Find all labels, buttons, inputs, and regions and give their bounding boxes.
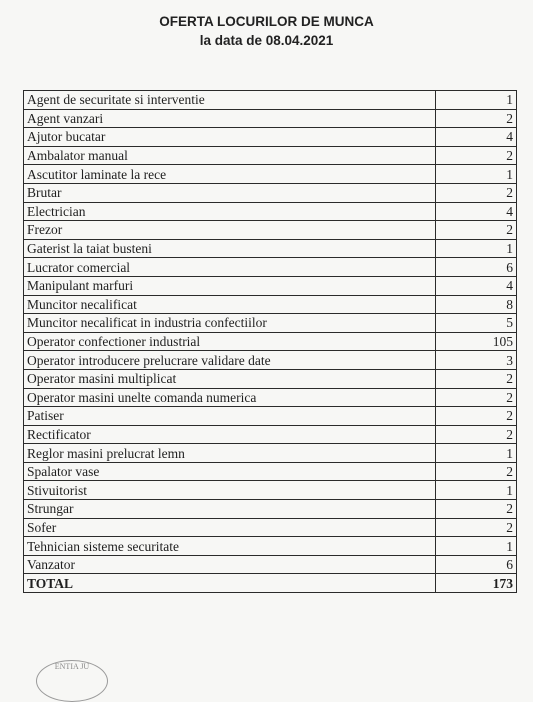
- table-row: [24, 444, 517, 463]
- table-row: [24, 537, 517, 556]
- stamp-text: ENTIA JU: [54, 662, 90, 671]
- job-title-cell: Ambalator manual: [24, 146, 436, 165]
- total-value: 173: [436, 574, 517, 593]
- job-count-cell: 2: [436, 146, 517, 165]
- total-row: [24, 574, 517, 593]
- table-row: [24, 221, 517, 240]
- table-row: [24, 351, 517, 370]
- table-row: [24, 165, 517, 184]
- job-count-cell: 4: [436, 276, 517, 295]
- job-count-cell: 1: [436, 537, 517, 556]
- job-count-cell: 1: [436, 91, 517, 110]
- job-title-cell: Manipulant marfuri: [24, 276, 436, 295]
- job-title-cell: Operator masini unelte comanda numerica: [24, 388, 436, 407]
- job-title-cell: Spalator vase: [24, 462, 436, 481]
- job-title-cell: Muncitor necalificat: [24, 295, 436, 314]
- job-count-cell: 4: [436, 202, 517, 221]
- job-count-cell: 5: [436, 314, 517, 333]
- job-count-cell: 6: [436, 258, 517, 277]
- job-count-cell: 2: [436, 518, 517, 537]
- table-row: [24, 369, 517, 388]
- job-title-cell: Reglor masini prelucrat lemn: [24, 444, 436, 463]
- table-row: [24, 518, 517, 537]
- table-row: [24, 258, 517, 277]
- job-title-cell: Electrician: [24, 202, 436, 221]
- job-title-cell: Operator confectioner industrial: [24, 332, 436, 351]
- job-title-cell: Rectificator: [24, 425, 436, 444]
- job-count-cell: 2: [436, 109, 517, 128]
- table-row: [24, 407, 517, 426]
- job-title-cell: Gaterist la taiat busteni: [24, 239, 436, 258]
- job-count-cell: 1: [436, 239, 517, 258]
- job-count-cell: 1: [436, 444, 517, 463]
- table-row: [24, 555, 517, 574]
- job-title-cell: Vanzator: [24, 555, 436, 574]
- job-offers-table: [23, 90, 517, 593]
- job-title-cell: Lucrator comercial: [24, 258, 436, 277]
- table-row: [24, 388, 517, 407]
- job-title-cell: Ascutitor laminate la rece: [24, 165, 436, 184]
- table-row: [24, 276, 517, 295]
- job-title-cell: Tehnician sisteme securitate: [24, 537, 436, 556]
- job-title-cell: Sofer: [24, 518, 436, 537]
- job-title-cell: Agent vanzari: [24, 109, 436, 128]
- table-row: [24, 239, 517, 258]
- document-header: [0, 12, 533, 50]
- job-title-cell: Ajutor bucatar: [24, 128, 436, 147]
- job-count-cell: 2: [436, 183, 517, 202]
- table-row: [24, 183, 517, 202]
- job-title-cell: Operator introducere prelucrare validare date: [24, 351, 436, 370]
- document-date: la data de 08.04.2021: [199, 33, 334, 48]
- table-row: [24, 481, 517, 500]
- job-title-cell: Agent de securitate si interventie: [24, 91, 436, 110]
- table-row: [24, 462, 517, 481]
- job-count-cell: 2: [436, 425, 517, 444]
- table-row: [24, 295, 517, 314]
- job-title-cell: Stivuitorist: [24, 481, 436, 500]
- job-count-cell: 4: [436, 128, 517, 147]
- job-count-cell: 8: [436, 295, 517, 314]
- table-row: [24, 332, 517, 351]
- job-count-cell: 2: [436, 462, 517, 481]
- table-row: [24, 91, 517, 110]
- job-count-cell: 3: [436, 351, 517, 370]
- job-title-cell: Brutar: [24, 183, 436, 202]
- job-title-cell: Strungar: [24, 500, 436, 519]
- job-count-cell: 2: [436, 500, 517, 519]
- table-row: [24, 500, 517, 519]
- job-title-cell: Patiser: [24, 407, 436, 426]
- table-row: [24, 314, 517, 333]
- table-row: [24, 202, 517, 221]
- job-count-cell: 1: [436, 165, 517, 184]
- table-row: [24, 425, 517, 444]
- table-row: [24, 128, 517, 147]
- job-count-cell: 2: [436, 407, 517, 426]
- job-count-cell: 2: [436, 388, 517, 407]
- job-title-cell: Muncitor necalificat in industria confectiilor: [24, 314, 436, 333]
- table-row: [24, 109, 517, 128]
- job-count-cell: 2: [436, 369, 517, 388]
- job-count-cell: 6: [436, 555, 517, 574]
- total-label: TOTAL: [24, 574, 436, 593]
- stamp-seal: [36, 660, 108, 702]
- job-title-cell: Operator masini multiplicat: [24, 369, 436, 388]
- job-count-cell: 1: [436, 481, 517, 500]
- table-row: [24, 146, 517, 165]
- job-count-cell: 2: [436, 221, 517, 240]
- job-title-cell: Frezor: [24, 221, 436, 240]
- job-count-cell: 105: [436, 332, 517, 351]
- document-title: OFERTA LOCURILOR DE MUNCA: [159, 14, 374, 29]
